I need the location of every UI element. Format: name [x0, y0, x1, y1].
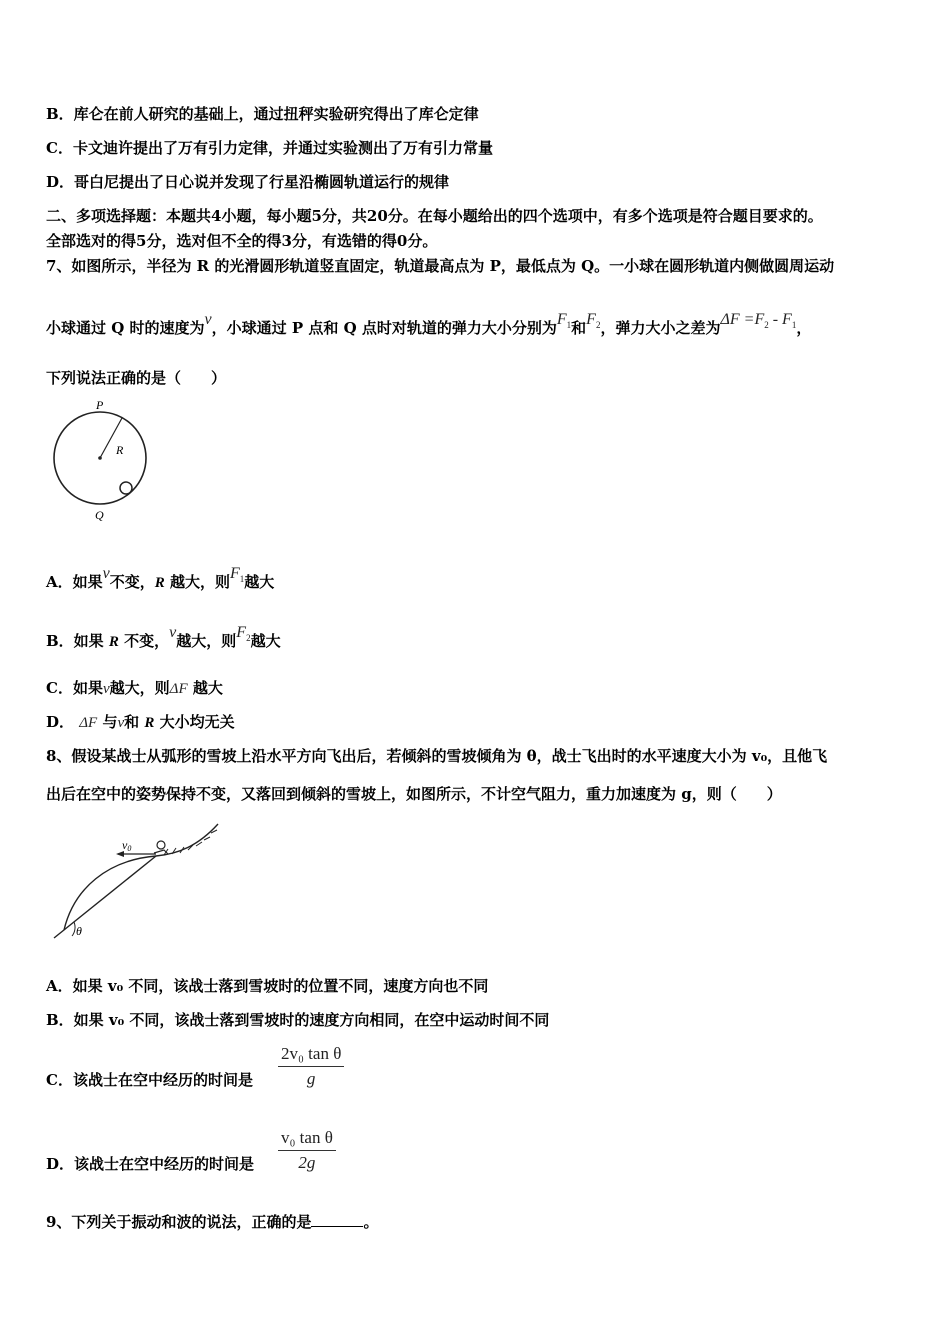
- ball: [120, 482, 132, 494]
- fraction-d-denominator: 2g: [298, 1153, 316, 1172]
- symbol-f1: $F_1$: [556, 311, 572, 331]
- fraction-c-numerator: 2v₀ tan θ: [278, 1044, 344, 1067]
- q6-option-c: C．卡文迪许提出了万有引力定律，并通过实验测出了万有引力常量: [46, 139, 493, 157]
- symbol-f2: $F_2$: [586, 311, 601, 331]
- ski-slope-figure: [48, 818, 228, 946]
- q7-option-b: B．如果 R 不变，v越大，则$F_2$越大: [46, 624, 281, 650]
- q8-option-d: D．该战士在空中经历的时间是: [46, 1155, 255, 1173]
- answer-blank: [311, 1212, 363, 1227]
- q8-stem-line2: 出后在空中的姿势保持不变，又落回到倾斜的雪坡上，如图所示，不计空气阻力，重力加速度为 g，则（ ）: [46, 785, 782, 803]
- fraction-d: [278, 1128, 336, 1173]
- label-v0: v0: [122, 838, 132, 853]
- q7-stem-line3: 下列说法正确的是（ ）: [46, 369, 227, 387]
- q7-stem-line2: [46, 311, 812, 344]
- symbol-f2: $F_2$: [236, 624, 251, 644]
- q8-stem-line1: 8、假设某战士从弧形的雪坡上沿水平方向飞出后，若倾斜的雪坡倾角为 θ，战士飞出时的水平速度大小为 v₀，且他飞: [46, 747, 828, 765]
- fraction-d-numerator: v₀ tan θ: [278, 1128, 336, 1151]
- q6-option-d: D．哥白尼提出了日心说并发现了行星沿椭圆轨道运行的规律: [46, 173, 450, 191]
- symbol-f1: $F_1$: [230, 565, 245, 585]
- q7-option-d: D． ΔF 与v和 R 大小均无关: [46, 713, 235, 731]
- q6-option-b: B．库仑在前人研究的基础上，通过扭秤实验研究得出了库仑定律: [46, 105, 479, 123]
- q7-stem-line1: 7、如图所示，半径为 R 的光滑圆形轨道竖直固定，轨道最高点为 P，最低点为 Q。一小球在圆形轨道内侧做圆周运动: [46, 257, 835, 275]
- q7-text-c: 和: [571, 319, 587, 337]
- q7-text-b: ，小球通过 P 点和 Q 点时对轨道的弹力大小分别为: [211, 319, 557, 337]
- skier-head: [157, 841, 165, 849]
- label-r: R: [116, 443, 124, 457]
- q8-option-a: A．如果 v₀ 不同，该战士落到雪坡时的位置不同，速度方向也不同: [46, 977, 489, 995]
- symbol-v: v: [204, 311, 212, 328]
- q9-stem: 9、下列关于振动和波的说法，正确的是 。: [46, 1213, 379, 1231]
- q7-text-e: ，: [796, 319, 812, 337]
- circle-track-figure: [44, 398, 156, 526]
- fraction-c: [278, 1044, 344, 1089]
- label-theta: θ: [76, 924, 82, 938]
- q7-option-a: A．如果v不变，R 越大，则$F_1$越大: [46, 565, 275, 591]
- q7-option-c: C．如果v越大，则ΔF 越大: [46, 679, 223, 697]
- label-q: Q: [95, 508, 104, 522]
- q8-option-b: B．如果 v₀ 不同，该战士落到雪坡时的速度方向相同，在空中运动时间不同: [46, 1011, 550, 1029]
- skier-body: [154, 850, 168, 854]
- delta-f-equation: $\Delta F =F_2 - F_1$: [720, 311, 797, 331]
- label-p: P: [96, 398, 104, 412]
- section2-heading-line1: 二、多项选择题：本题共4小题，每小题5分，共20分。在每小题给出的四个选项中，有多个选项是符合题目要求的。: [46, 207, 823, 225]
- q7-text-a: 小球通过 Q 时的速度为: [46, 319, 205, 337]
- q8-option-c: C．该战士在空中经历的时间是: [46, 1071, 253, 1089]
- incline-line: [54, 856, 156, 938]
- section2-heading-line2: 全部选对的得5分，选对但不全的得3分，有选错的得0分。: [46, 232, 438, 250]
- q7-text-d: ，弹力大小之差为: [600, 319, 721, 337]
- angle-arc: [72, 922, 75, 936]
- fraction-c-denominator: g: [306, 1069, 316, 1088]
- center-dot: [98, 456, 102, 460]
